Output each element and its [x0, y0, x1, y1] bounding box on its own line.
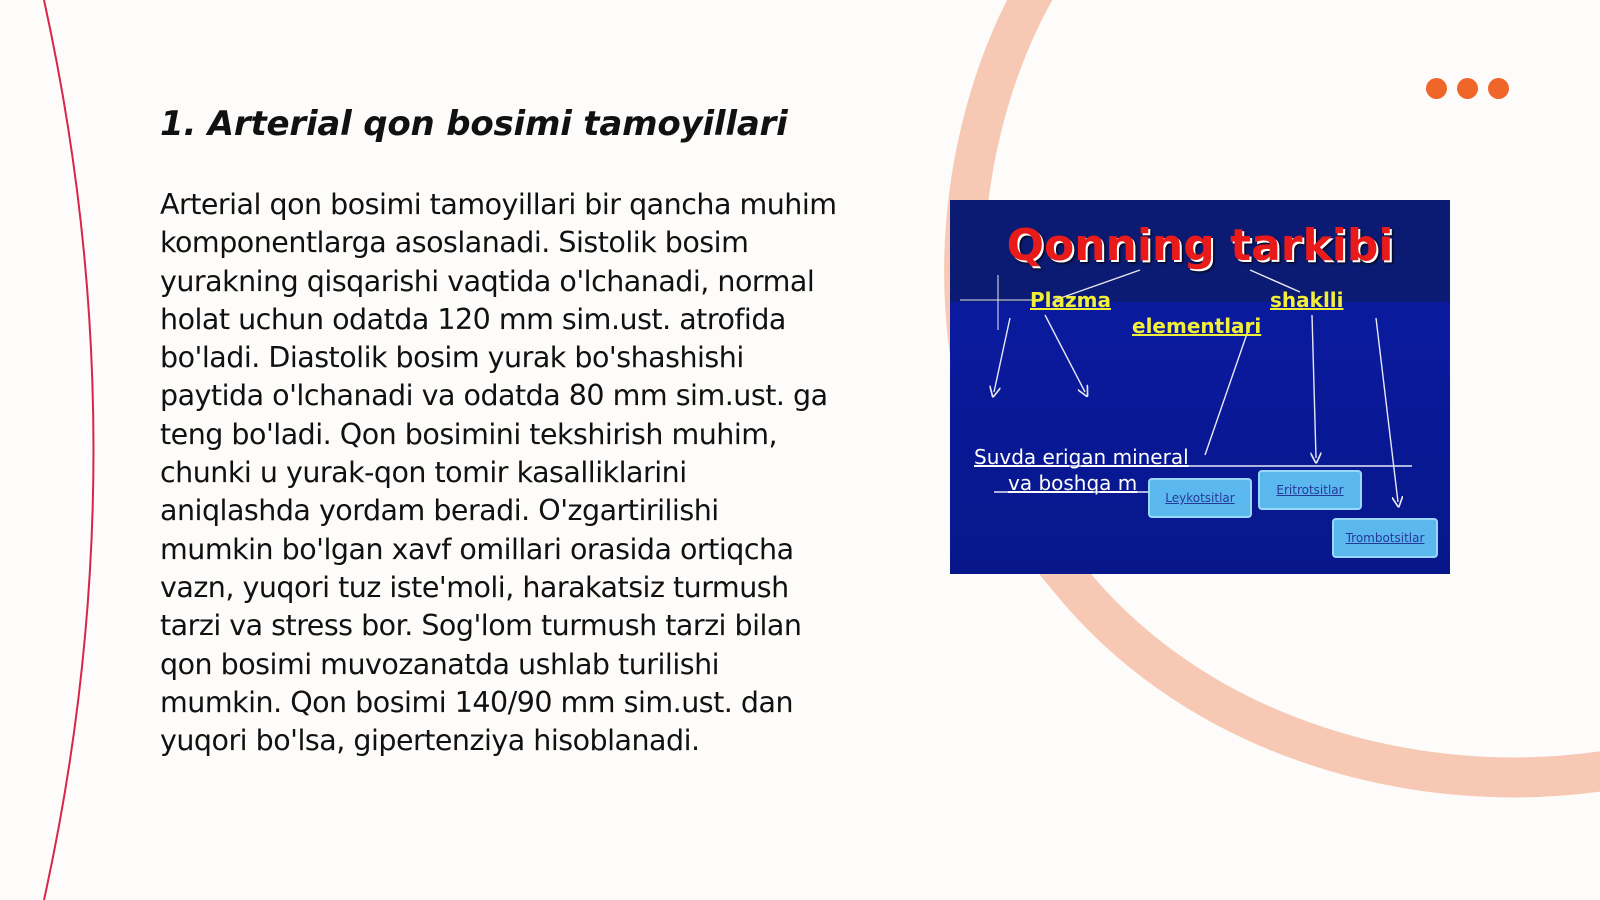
dot-icon — [1457, 78, 1478, 99]
dots-decoration — [1426, 78, 1509, 99]
eritrotsitlar-button[interactable]: Eritrotsitlar — [1258, 470, 1362, 510]
dot-icon — [1426, 78, 1447, 99]
blood-composition-image — [950, 200, 1450, 574]
dot-icon — [1488, 78, 1509, 99]
label-plazma: Plazma — [1030, 288, 1111, 312]
label-suvda-erigan: Suvda erigan mineral — [974, 445, 1189, 469]
label-va-boshqa: va boshqa m — [1008, 471, 1138, 495]
trombotsitlar-button[interactable]: Trombotsitlar — [1332, 518, 1438, 558]
label-elementlari: elementlari — [1132, 314, 1262, 338]
left-curve-line — [44, 0, 94, 900]
body-paragraph: Arterial qon bosimi tamoyillari bir qancha muhim komponentlarga asoslanadi. Sistolik bosim yurakning qisqarishi vaqtida o'lchanadi, normal holat uchun odatda 120 mm sim.ust. atrofida bo'ladi. Diastolik bosim yurak bo'shashishi paytida o'lchanadi va odatda 80 mm sim.ust. ga teng bo'ladi. Qon bosimini tekshirish muhim, chunki u yurak-qon tomir kasalliklarini aniqlashda yordam beradi. O'zgartirilishi mumkin bo'lgan xavf omillari orasida ortiqcha vazn, yuqori tuz iste'moli, harakatsiz turmush tarzi va stress bor. Sog'lom turmush tarzi bilan qon bosimi muvozanatda ushlab turilishi mumkin. Qon bosimi 140/90 mm sim.ust. dan yuqori bo'lsa, gipertenziya hisoblanadi. — [160, 188, 837, 758]
page-title: 1. Arterial qon bosimi tamoyillari — [160, 104, 788, 144]
image-title: Qonning tarkibi — [1006, 220, 1394, 271]
label-shaklli: shaklli — [1270, 288, 1344, 312]
leykotsitlar-button[interactable]: Leykotsitlar — [1148, 478, 1252, 518]
